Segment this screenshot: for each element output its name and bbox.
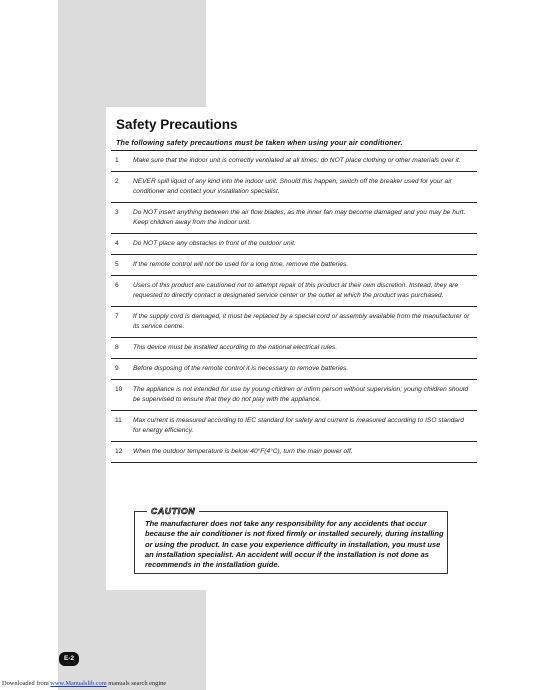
precaution-item	[111, 255, 477, 276]
item-text: Before disposing of the remote control it is necessary to remove batteries.	[133, 365, 349, 372]
precaution-item	[111, 411, 477, 442]
item-text: Do NOT place any obstacles in front of the outdoor unit.	[133, 240, 296, 247]
item-number: 6	[115, 282, 119, 289]
precaution-item	[111, 442, 477, 463]
item-text: Do NOT insert anything between the air flow blades, as the inner fan may become damaged and you may be hurt. Keep children away from the indoor unit.	[133, 209, 466, 226]
item-text: If the supply cord is damaged, it must be replaced by a special cord or assembly available from the manufacturer or its service centre.	[133, 313, 470, 330]
item-text: The appliance is not intended for use by young children or infirm person without supervision; young children should be supervised to ensure that they do not play with the appliance.	[133, 386, 469, 403]
item-number: 9	[115, 365, 119, 372]
item-number: 4	[115, 240, 119, 247]
item-number: 10	[115, 386, 123, 393]
manualslib-link[interactable]: www.Manualslib.com	[50, 680, 107, 687]
item-text: If the remote control will not be used for a long time, remove the batteries.	[133, 261, 349, 268]
precaution-item	[111, 234, 477, 255]
precaution-item	[111, 172, 477, 203]
precaution-item	[111, 151, 477, 172]
item-number: 1	[115, 157, 119, 164]
item-text: This device must be installed according to the national electrical rules.	[133, 344, 338, 351]
item-number: 11	[115, 417, 122, 424]
page-title: Safety Precautions	[116, 117, 238, 132]
download-footer	[2, 680, 166, 687]
manual-page	[106, 107, 477, 590]
page-number-badge: E-2	[59, 652, 79, 666]
caution-box	[134, 506, 448, 574]
item-number: 12	[115, 448, 123, 455]
footer-suffix: manuals search engine	[108, 680, 167, 687]
item-text: Make sure that the indoor unit is correctly ventilated at all times; do NOT place clothing or other materials over it.	[133, 157, 461, 164]
item-number: 2	[115, 178, 119, 185]
precaution-item	[111, 338, 477, 359]
precaution-item	[111, 380, 477, 411]
item-number: 8	[115, 344, 119, 351]
precaution-item	[111, 203, 477, 234]
item-text: When the outdoor temperature is below 40°F(4°C), turn the main power off.	[133, 448, 353, 455]
item-number: 5	[115, 261, 119, 268]
precautions-list	[111, 151, 477, 463]
precaution-item	[111, 307, 477, 338]
item-text: NEVER spill liquid of any kind into the indoor unit. Should this happen, switch off the breaker used for your air conditioner and contact your installation specialist.	[133, 178, 452, 195]
item-number: 3	[115, 209, 119, 216]
item-number: 7	[115, 313, 119, 320]
page-subtitle: The following safety precautions must be taken when using your air conditioner.	[116, 138, 403, 147]
caution-heading: CAUTION	[147, 506, 199, 516]
item-text: Users of this product are cautioned not to attempt repair of this product at their own discretion. Instead, they are requested to directly contact a designated service center or the outlet at which the product was purchased.	[133, 282, 459, 299]
item-text: Max current is measured according to IEC standard for safety and current is measured according to ISO standard for energy efficiency.	[133, 417, 464, 434]
caution-text: The manufacturer does not take any responsibility for any accidents that occur because the air conditioner is not fixed firmly or installed securely, during installing or using the product. In case you experience difficulty in installation, you must use an installation specialist. An accident will occur if the installation is not done as recommends in the installation guide.	[145, 519, 444, 570]
footer-prefix: Downloaded from	[2, 680, 49, 687]
precaution-item	[111, 276, 477, 307]
precaution-item	[111, 359, 477, 380]
